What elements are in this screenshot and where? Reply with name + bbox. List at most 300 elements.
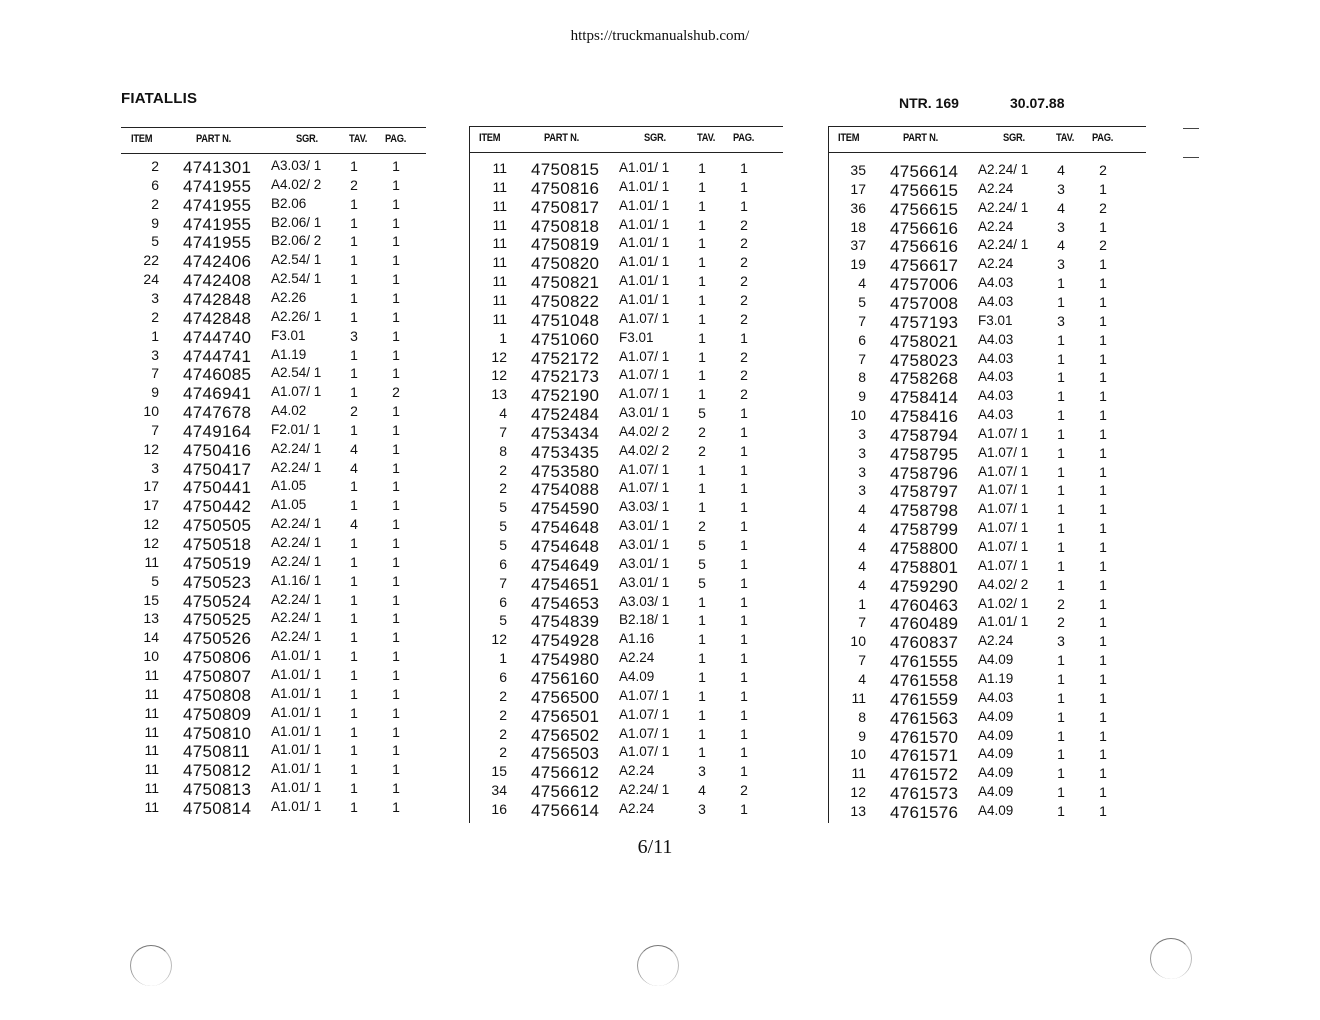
cell-sgr: A1.19 [271, 346, 307, 362]
cell-tav: 1 [1057, 350, 1065, 367]
cell-tav: 1 [350, 648, 358, 665]
cell-part: 4750525 [183, 610, 252, 630]
cell-sgr: A1.07/ 1 [619, 725, 670, 741]
cell-tav: 3 [1057, 180, 1065, 197]
cell-tav: 3 [698, 800, 706, 817]
cell-item: 4 [858, 501, 866, 518]
cell-sgr: A3.03/ 1 [619, 499, 670, 515]
cell-pag: 2 [740, 782, 748, 799]
cell-sgr: A1.01/ 1 [619, 235, 670, 251]
table-row [469, 480, 783, 499]
cell-tav: 4 [1057, 162, 1065, 178]
cell-part: 4761571 [890, 746, 959, 766]
cell-part: 4757006 [890, 275, 959, 295]
cell-item: 1 [499, 329, 507, 346]
table-header [828, 132, 1146, 148]
cell-pag: 2 [1099, 199, 1107, 216]
cell-tav: 1 [1057, 388, 1065, 405]
cell-part: 4753435 [531, 442, 600, 462]
cell-sgr: A1.07/ 1 [619, 461, 670, 477]
cell-item: 11 [492, 254, 507, 271]
cell-pag: 1 [740, 178, 748, 195]
header-pag: PAG. [1092, 132, 1114, 144]
table-top-rule [828, 126, 1146, 127]
cell-sgr: A2.24 [619, 650, 655, 666]
cell-part: 4754839 [531, 612, 600, 632]
table-row [121, 761, 426, 780]
header-sgr: SGR. [296, 133, 318, 145]
cell-item: 22 [143, 252, 159, 269]
cell-item: 1 [858, 595, 866, 612]
cell-pag: 1 [392, 289, 400, 306]
cell-tav: 4 [1057, 199, 1065, 216]
source-url: https://truckmanualshub.com/ [570, 28, 750, 44]
cell-part: 4760837 [890, 633, 959, 653]
cell-part: 4756501 [531, 706, 600, 726]
table-row [469, 744, 783, 763]
cell-item: 4 [858, 520, 866, 537]
cell-pag: 1 [392, 535, 400, 551]
table-row [828, 577, 1146, 596]
cell-part: 4747678 [183, 403, 252, 423]
cell-sgr: A2.24/ 1 [619, 782, 670, 798]
table-row [469, 367, 783, 386]
cell-pag: 1 [1099, 557, 1107, 574]
table-row [828, 256, 1146, 275]
cell-sgr: A2.24 [978, 256, 1014, 272]
cell-part: 4761573 [890, 784, 959, 804]
header-item: ITEM [838, 132, 860, 144]
cell-item: 2 [499, 480, 507, 497]
cell-part: 4756500 [531, 687, 600, 707]
cell-item: 17 [143, 497, 159, 514]
cell-item: 9 [858, 388, 866, 405]
cell-tav: 1 [698, 744, 706, 761]
cell-pag: 1 [392, 308, 400, 325]
cell-item: 18 [850, 218, 866, 235]
cell-sgr: A1.01/ 1 [271, 761, 322, 777]
cell-part: 4754088 [531, 480, 600, 500]
cell-tav: 1 [350, 780, 358, 797]
cell-sgr: A3.03/ 1 [271, 158, 322, 173]
cell-pag: 1 [392, 704, 400, 721]
cell-pag: 1 [392, 271, 400, 288]
table-row [828, 690, 1146, 709]
table-row [121, 309, 426, 328]
cell-pag: 1 [392, 158, 400, 174]
cell-item: 11 [492, 178, 507, 195]
cell-tav: 1 [1057, 670, 1065, 687]
table-row [121, 422, 426, 441]
header-tav: TAV. [1056, 132, 1075, 144]
cell-part: 4750821 [531, 273, 600, 293]
table-row [121, 215, 426, 234]
cell-sgr: A1.01/ 1 [271, 666, 322, 682]
cell-tav: 1 [350, 158, 358, 174]
table-row [469, 594, 783, 613]
cell-tav: 3 [698, 763, 706, 780]
cell-item: 3 [858, 444, 866, 461]
cell-item: 6 [858, 331, 866, 348]
cell-part: 4756503 [531, 744, 600, 764]
cell-sgr: A1.07/ 1 [978, 557, 1029, 573]
cell-pag: 2 [1099, 162, 1107, 178]
cell-tav: 4 [698, 782, 706, 799]
cell-sgr: A1.01/ 1 [271, 798, 322, 814]
cell-pag: 2 [740, 386, 748, 403]
cell-pag: 1 [1099, 595, 1107, 612]
cell-part: 4750812 [183, 761, 252, 781]
cell-sgr: A4.02/ 2 [619, 442, 670, 458]
cell-pag: 1 [1099, 331, 1107, 348]
cell-pag: 1 [740, 160, 748, 176]
cell-sgr: A1.05 [271, 497, 307, 513]
cell-tav: 1 [1057, 802, 1065, 819]
cell-tav: 1 [1057, 463, 1065, 480]
cell-pag: 1 [740, 725, 748, 742]
table-row [121, 573, 426, 592]
cell-sgr: A1.19 [978, 670, 1014, 686]
cell-item: 10 [143, 403, 159, 420]
cell-part: 4742848 [183, 308, 252, 328]
cell-pag: 1 [1099, 256, 1107, 273]
cell-tav: 1 [350, 742, 358, 759]
cell-part: 4752173 [531, 367, 600, 387]
table-row [121, 497, 426, 516]
cell-sgr: A1.07/ 1 [619, 367, 670, 383]
table-top-rule [121, 127, 426, 128]
cell-item: 2 [151, 195, 159, 212]
cell-tav: 1 [698, 706, 706, 723]
cell-part: 4756612 [531, 763, 600, 783]
cell-item: 5 [151, 572, 159, 589]
cell-sgr: A3.01/ 1 [619, 574, 670, 590]
cell-pag: 1 [392, 403, 400, 420]
cell-part: 4752484 [531, 405, 600, 425]
page-number: 6/11 [637, 836, 673, 858]
cell-sgr: A4.09 [978, 708, 1014, 724]
table-row [828, 539, 1146, 558]
cell-part: 4749164 [183, 421, 252, 441]
cell-tav: 1 [698, 593, 706, 610]
cell-pag: 2 [740, 273, 748, 290]
cell-part: 4744740 [183, 327, 252, 347]
cell-item: 6 [499, 593, 507, 610]
cell-part: 4750819 [531, 235, 600, 255]
cell-tav: 1 [698, 197, 706, 214]
cell-item: 13 [850, 802, 866, 819]
table-row [121, 290, 426, 309]
cell-part: 4758799 [890, 520, 959, 540]
cell-part: 4752172 [531, 348, 600, 368]
cell-part: 4760463 [890, 595, 959, 615]
cell-item: 3 [858, 482, 866, 499]
cell-part: 4750815 [531, 160, 600, 179]
cell-tav: 1 [1057, 652, 1065, 669]
cell-pag: 1 [392, 516, 400, 533]
cell-pag: 1 [1099, 784, 1107, 801]
cell-sgr: A4.09 [978, 746, 1014, 762]
cell-pag: 1 [740, 800, 748, 817]
cell-tav: 1 [350, 252, 358, 269]
cell-tav: 1 [698, 291, 706, 308]
cell-item: 10 [850, 746, 866, 763]
cell-pag: 1 [1099, 708, 1107, 725]
cell-item: 35 [850, 162, 866, 178]
table-row [121, 648, 426, 667]
table-row [469, 217, 783, 236]
cell-tav: 1 [698, 254, 706, 271]
cell-tav: 1 [1057, 369, 1065, 386]
cell-pag: 1 [392, 610, 400, 627]
cell-sgr: A4.03 [978, 689, 1014, 705]
cell-tav: 1 [350, 346, 358, 363]
cell-item: 11 [144, 704, 159, 721]
cell-part: 4751060 [531, 329, 600, 349]
cell-part: 4757193 [890, 312, 959, 332]
cell-part: 4750820 [531, 254, 600, 274]
cell-pag: 1 [392, 553, 400, 570]
cell-sgr: A4.09 [978, 784, 1014, 800]
cell-tav: 1 [1057, 482, 1065, 499]
table-row [469, 612, 783, 631]
cell-part: 4741955 [183, 195, 252, 215]
cell-item: 5 [499, 499, 507, 516]
cell-tav: 1 [350, 704, 358, 721]
table-row [121, 535, 426, 554]
cell-part: 4756612 [531, 782, 600, 802]
cell-sgr: A4.03 [978, 407, 1014, 423]
cell-pag: 1 [740, 423, 748, 440]
cell-item: 10 [143, 648, 159, 665]
table-header-rule [121, 153, 426, 154]
header-pag: PAG. [733, 132, 755, 144]
cell-part: 4750808 [183, 685, 252, 705]
cell-item: 3 [151, 289, 159, 306]
cell-pag: 1 [740, 405, 748, 422]
cell-tav: 2 [350, 176, 358, 193]
cell-sgr: A1.16/ 1 [271, 572, 322, 588]
cell-pag: 1 [392, 742, 400, 759]
cell-tav: 1 [1057, 746, 1065, 763]
cell-sgr: A1.16 [619, 631, 655, 647]
brand-title: FIATALLIS [121, 90, 198, 107]
cell-tav: 5 [698, 574, 706, 591]
header-pag: PAG. [385, 133, 407, 145]
cell-sgr: A1.01/ 1 [619, 254, 670, 270]
cell-part: 4758797 [890, 482, 959, 502]
cell-pag: 1 [740, 574, 748, 591]
cell-tav: 1 [350, 535, 358, 551]
table-row [469, 330, 783, 349]
cell-pag: 1 [392, 252, 400, 269]
table-row [469, 707, 783, 726]
cell-pag: 2 [740, 291, 748, 308]
cell-item: 19 [850, 256, 866, 273]
cell-tav: 2 [1057, 614, 1065, 631]
parts-table-1 [121, 127, 426, 827]
cell-item: 7 [151, 365, 159, 382]
cell-item: 12 [491, 348, 507, 365]
table-row [828, 445, 1146, 464]
cell-item: 12 [850, 784, 866, 801]
cell-sgr: F3.01 [619, 329, 654, 345]
cell-sgr: A2.24 [978, 633, 1014, 649]
cell-pag: 1 [392, 195, 400, 212]
cell-pag: 1 [1099, 369, 1107, 386]
cell-tav: 3 [1057, 633, 1065, 650]
table-row [828, 784, 1146, 803]
table-row [121, 724, 426, 743]
table-row [828, 746, 1146, 765]
cell-item: 11 [144, 553, 159, 570]
cell-tav: 1 [350, 666, 358, 683]
cell-part: 4753434 [531, 423, 600, 443]
cell-part: 4750526 [183, 629, 252, 649]
cell-part: 4750523 [183, 572, 252, 592]
cell-tav: 1 [698, 725, 706, 742]
cell-part: 4758794 [890, 425, 959, 445]
cell-item: 7 [499, 574, 507, 591]
cell-part: 4754648 [531, 518, 600, 538]
margin-mark [1183, 128, 1199, 129]
cell-part: 4761576 [890, 802, 959, 822]
cell-tav: 1 [1057, 425, 1065, 442]
cell-item: 24 [143, 271, 159, 288]
cell-item: 10 [850, 633, 866, 650]
cell-item: 5 [499, 518, 507, 535]
cell-tav: 1 [698, 367, 706, 384]
cell-tav: 1 [698, 348, 706, 365]
cell-pag: 1 [740, 668, 748, 685]
cell-tav: 1 [698, 273, 706, 290]
cell-tav: 1 [698, 668, 706, 685]
cell-sgr: A2.54/ 1 [271, 252, 322, 268]
table-row [828, 803, 1146, 822]
cell-part: 4761572 [890, 765, 959, 785]
cell-tav: 4 [1057, 237, 1065, 254]
table-row [469, 292, 783, 311]
cell-tav: 2 [1057, 595, 1065, 612]
cell-item: 4 [499, 405, 507, 422]
cell-item: 9 [858, 727, 866, 744]
header-part: PART N. [196, 133, 231, 145]
cell-pag: 1 [740, 706, 748, 723]
table-row [828, 671, 1146, 690]
cell-sgr: F2.01/ 1 [271, 421, 321, 437]
cell-tav: 1 [698, 216, 706, 233]
cell-tav: 4 [350, 516, 358, 533]
cell-tav: 2 [350, 403, 358, 420]
cell-sgr: A2.24/ 1 [271, 629, 322, 645]
cell-sgr: A2.54/ 1 [271, 271, 322, 287]
cell-part: 4756615 [890, 180, 959, 200]
table-row [121, 158, 426, 177]
cell-item: 7 [499, 423, 507, 440]
cell-tav: 1 [350, 384, 358, 401]
cell-item: 11 [144, 761, 159, 778]
header-tav: TAV. [349, 133, 368, 145]
cell-item: 4 [858, 557, 866, 574]
table-row [828, 520, 1146, 539]
cell-sgr: A4.03 [978, 388, 1014, 404]
table-row [828, 728, 1146, 747]
cell-item: 5 [151, 233, 159, 250]
cell-sgr: A1.01/ 1 [271, 723, 322, 739]
cell-tav: 1 [698, 329, 706, 346]
table-row [828, 369, 1146, 388]
cell-pag: 1 [1099, 293, 1107, 310]
cell-pag: 1 [1099, 501, 1107, 518]
cell-part: 4758021 [890, 331, 959, 351]
cell-part: 4746085 [183, 365, 252, 385]
cell-tav: 1 [350, 478, 358, 495]
cell-pag: 1 [740, 612, 748, 629]
cell-pag: 1 [1099, 670, 1107, 687]
cell-part: 4761555 [890, 652, 959, 672]
table-row [828, 237, 1146, 256]
cell-pag: 1 [392, 497, 400, 514]
cell-pag: 2 [740, 348, 748, 365]
cell-sgr: A1.01/ 1 [271, 685, 322, 701]
table-row [469, 631, 783, 650]
table-row [121, 516, 426, 535]
cell-pag: 1 [392, 723, 400, 740]
table-row [828, 313, 1146, 332]
cell-tav: 1 [350, 553, 358, 570]
cell-item: 12 [491, 631, 507, 648]
cell-item: 5 [499, 537, 507, 553]
table-row [828, 482, 1146, 501]
cell-item: 11 [492, 235, 507, 252]
cell-sgr: A1.01/ 1 [271, 648, 322, 664]
cell-pag: 1 [740, 537, 748, 553]
cell-item: 13 [143, 610, 159, 627]
cell-tav: 1 [1057, 689, 1065, 706]
cell-part: 4756614 [890, 162, 959, 181]
parts-table-2 [469, 126, 783, 826]
cell-tav: 2 [698, 442, 706, 459]
table-row [828, 596, 1146, 615]
cell-item: 4 [858, 576, 866, 593]
cell-part: 4750810 [183, 723, 252, 743]
cell-pag: 1 [1099, 388, 1107, 405]
margin-mark [1183, 157, 1199, 158]
cell-sgr: A1.07/ 1 [978, 463, 1029, 479]
table-row [121, 347, 426, 366]
table-row [121, 592, 426, 611]
cell-pag: 1 [392, 685, 400, 702]
cell-part: 4741301 [183, 158, 252, 177]
cell-pag: 1 [740, 499, 748, 516]
cell-sgr: A4.09 [978, 727, 1014, 743]
cell-part: 4761558 [890, 670, 959, 690]
cell-part: 4758798 [890, 501, 959, 521]
cell-item: 5 [858, 293, 866, 310]
header-sgr: SGR. [644, 132, 666, 144]
cell-part: 4756614 [531, 800, 600, 820]
table-header [469, 132, 783, 148]
cell-item: 2 [499, 706, 507, 723]
cell-tav: 1 [1057, 784, 1065, 801]
cell-pag: 1 [740, 329, 748, 346]
cell-part: 4758801 [890, 557, 959, 577]
cell-tav: 1 [350, 629, 358, 646]
cell-tav: 3 [350, 327, 358, 344]
cell-pag: 1 [740, 593, 748, 610]
cell-sgr: A4.03 [978, 275, 1014, 291]
cell-sgr: A2.24 [978, 218, 1014, 234]
